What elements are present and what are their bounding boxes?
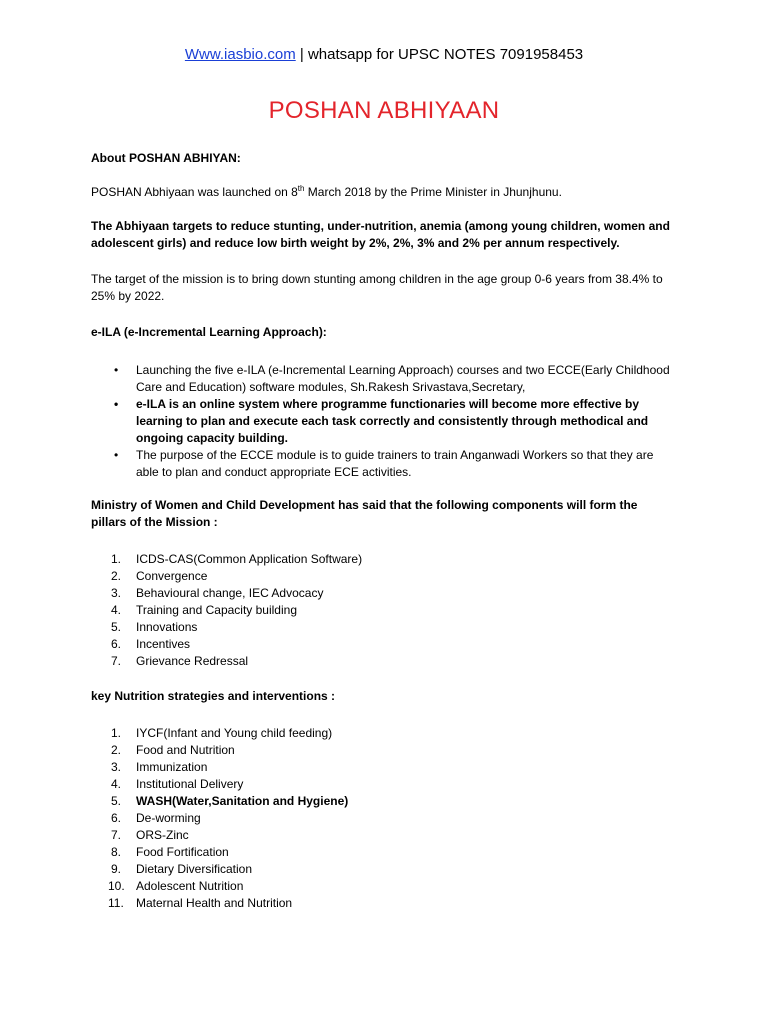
- strategies-heading: key Nutrition strategies and interventions :: [91, 689, 336, 703]
- document-body: [91, 150, 671, 912]
- list-item: 9. Dietary Diversification: [111, 862, 253, 876]
- list-item: 11. Maternal Health and Nutrition: [108, 896, 293, 910]
- eila-bullet-list: [91, 362, 671, 481]
- list-item: 1. ICDS-CAS(Common Application Software): [111, 552, 363, 566]
- list-item: 2. Food and Nutrition: [111, 743, 235, 757]
- ordinal-suffix: th: [297, 184, 305, 193]
- list-item: 2. Convergence: [111, 569, 208, 583]
- list-item: 4. Institutional Delivery: [111, 777, 244, 791]
- list-item: 7. ORS-Zinc: [111, 828, 189, 842]
- list-item: 7. Grievance Redressal: [111, 654, 249, 668]
- strategies-list: [91, 725, 671, 912]
- list-item: 3. Immunization: [111, 760, 208, 774]
- list-item: 5. WASH(Water,Sanitation and Hygiene): [111, 794, 349, 808]
- page-title: POSHAN ABHIYAAN: [268, 97, 500, 124]
- pillars-list: [91, 551, 671, 670]
- targets-paragraph: The Abhiyaan targets to reduce stunting, under-nutrition, anemia (among young children, women and adolescent girls) and reduce low birth weight by 2%, 2%, 3% and 2% per annum respectively.: [91, 219, 670, 250]
- list-item: 1. IYCF(Infant and Young child feeding): [111, 726, 333, 740]
- list-item: 6. Incentives: [111, 637, 191, 651]
- header-contact-text: | whatsapp for UPSC NOTES 7091958453: [295, 46, 584, 63]
- website-link[interactable]: Www.iasbio.com: [184, 46, 296, 63]
- list-item: 4. Training and Capacity building: [111, 603, 297, 617]
- list-item: • e-ILA is an online system where programme functionaries will become more effective by learning to plan and execute each task correctly and consistently through methodical and ongoing capacity building.: [91, 396, 671, 447]
- launch-paragraph: POSHAN Abhiyaan was launched on 8th March 2018 by the Prime Minister in Jhunjhunu.: [91, 184, 562, 199]
- list-item: 6. De-worming: [111, 811, 201, 825]
- mission-paragraph: The target of the mission is to bring down stunting among children in the age group 0-6 years from 38.4% to 25% by 2022.: [91, 272, 663, 303]
- list-item: 5. Innovations: [111, 620, 198, 634]
- about-heading: About POSHAN ABHIYAN:: [91, 151, 241, 165]
- page-header: [0, 46, 768, 63]
- list-item: 8. Food Fortification: [111, 845, 229, 859]
- ministry-heading: Ministry of Women and Child Development has said that the following components will form the pillars of the Mission :: [91, 498, 638, 529]
- eila-heading: e-ILA (e-Incremental Learning Approach):: [91, 325, 327, 339]
- list-item: 10. Adolescent Nutrition: [108, 879, 244, 893]
- list-item: • The purpose of the ECCE module is to guide trainers to train Anganwadi Workers so that they are able to plan and conduct appropriate ECE activities.: [91, 447, 671, 481]
- list-item: • Launching the five e-ILA (e-Incremental Learning Approach) courses and two ECCE(Early Childhood Care and Education) software modules, Sh.Rakesh Srivastava,Secretary,: [91, 362, 671, 396]
- list-item: 3. Behavioural change, IEC Advocacy: [111, 586, 324, 600]
